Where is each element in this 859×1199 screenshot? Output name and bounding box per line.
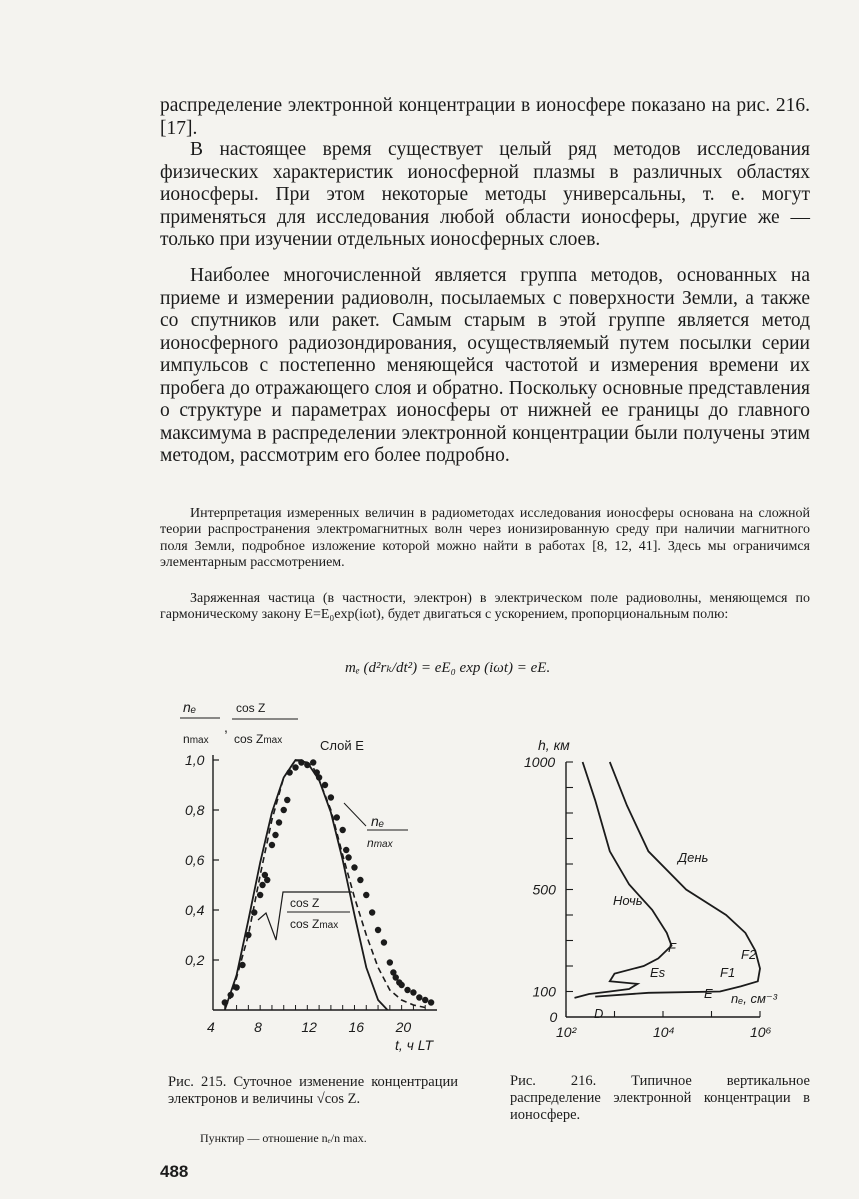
- fig215-xtick-label: 4: [207, 1019, 215, 1035]
- svg-text:nₑ: nₑ: [183, 699, 197, 715]
- svg-text:nmax: nmax: [367, 836, 393, 850]
- svg-text:cos Z: cos Z: [236, 701, 266, 715]
- fig215-ytick-label: 1,0: [185, 752, 205, 768]
- paragraph-1: распределение электронной концентрации в ионосфере показано на рис. 216. [17].: [160, 95, 810, 139]
- fig215-xtick-label: 16: [348, 1019, 365, 1035]
- label-d: D: [594, 1006, 604, 1021]
- fig215-ytick-label: 0,6: [185, 852, 205, 868]
- fig216-ylabel: h, км: [538, 737, 570, 753]
- label-f: F: [668, 940, 676, 955]
- fig215-ytick-label: 0,2: [185, 952, 205, 968]
- fig215-xtick-label: 12: [301, 1019, 317, 1035]
- label-e: E: [704, 986, 713, 1001]
- caption-fig215-note: Пунктир — отношение nₑ/n max.: [200, 1131, 367, 1145]
- fig216-xlabel: nₑ, см⁻³: [731, 991, 778, 1006]
- label-f2: F2: [741, 947, 757, 962]
- caption-fig215: Рис. 215. Суточное изменение концентрации электронов и величины √cos Z.: [168, 1074, 458, 1107]
- fig215-xtick-label: 20: [395, 1019, 412, 1035]
- fig216-xtick-label: 10²: [556, 1024, 577, 1040]
- svg-text:nmax: nmax: [183, 732, 209, 746]
- svg-text:,: ,: [224, 719, 228, 735]
- label-es: Es: [650, 965, 666, 980]
- fig216-ytick-label: 1000: [524, 754, 556, 770]
- fig216-xtick-label: 10⁴: [653, 1024, 675, 1040]
- fig215-xlabel: t, ч LT: [395, 1037, 434, 1053]
- svg-text:cos Z: cos Z: [290, 896, 320, 910]
- paragraph-2: В настоящее время существует целый ряд методов исследования физических характеристик ионосферной плазмы в различных областях ионосферы. При этом некоторые методы универсальны, т. е. могут применяться для исследования любой области ионосферы, другие же — только при изучении отдельных ионосферных слоев.: [160, 139, 810, 250]
- fig216-xtick-label: 10⁶: [750, 1024, 772, 1040]
- label-day: День: [678, 850, 709, 865]
- fig215-ytick-label: 0,4: [185, 902, 205, 918]
- equation: mₑ (d²rₖ/dt²) = eE₀ exp (iωt) = eE.: [345, 660, 551, 676]
- small-paragraph-2: Заряженная частица (в частности, электрон) в электрическом поле радиоволны, меняющемся по гармоническому закону E=E₀exp(iωt), будет двигаться с ускорением, пропорциональным полю:: [160, 591, 810, 623]
- fig216-ytick-label: 0: [549, 1009, 558, 1025]
- svg-text:nₑ: nₑ: [371, 813, 385, 829]
- paragraph-3: Наиболее многочисленной является группа методов, основанных на приеме и измерении радиоволн, посылаемых с поверхности Земли, а также со спутников или ракет. Самым старым в этой группе является метод ионосферного радиозондирования, осуществляемый путем посылки серии импульсов с постепенно меняющейся частотой и измерения времени их пробега до отражающего слоя и обратно. Поскольку основные представления о структуре и параметрах ионосферы от нижней ее границы до главного максимума в распределении электронной концентрации были получены этим методом, рассмотрим его более подробно.: [160, 265, 810, 466]
- small-paragraph-1: Интерпретация измеренных величин в радиометодах исследования ионосферы основана на сложной теории распространения электромагнитных волн через ионизированную среду при наличии магнитного поля Земли, подробное изложение которой можно найти в работах [8, 12, 41]. Здесь мы ограничимся элементарным рассмотрением.: [160, 506, 810, 570]
- fig216-ytick-label: 500: [532, 881, 556, 898]
- fig216-ytick-label: 100: [532, 983, 556, 1000]
- label-night: Ночь: [613, 893, 643, 908]
- fig215-xtick-label: 8: [254, 1019, 262, 1035]
- fig215-ytick-label: 0,8: [185, 802, 205, 818]
- svg-text:cos Zmax: cos Zmax: [290, 917, 339, 931]
- page-number: 488: [160, 1162, 189, 1181]
- annotation-layer-e: Слой E: [320, 738, 364, 753]
- caption-fig216: Рис. 216. Типичное вертикальное распределение электронной концентрации в ионосфере.: [510, 1073, 810, 1123]
- label-f1: F1: [720, 965, 736, 980]
- fig216-series-day: [595, 762, 760, 997]
- svg-text:cos Zmax: cos Zmax: [234, 732, 283, 746]
